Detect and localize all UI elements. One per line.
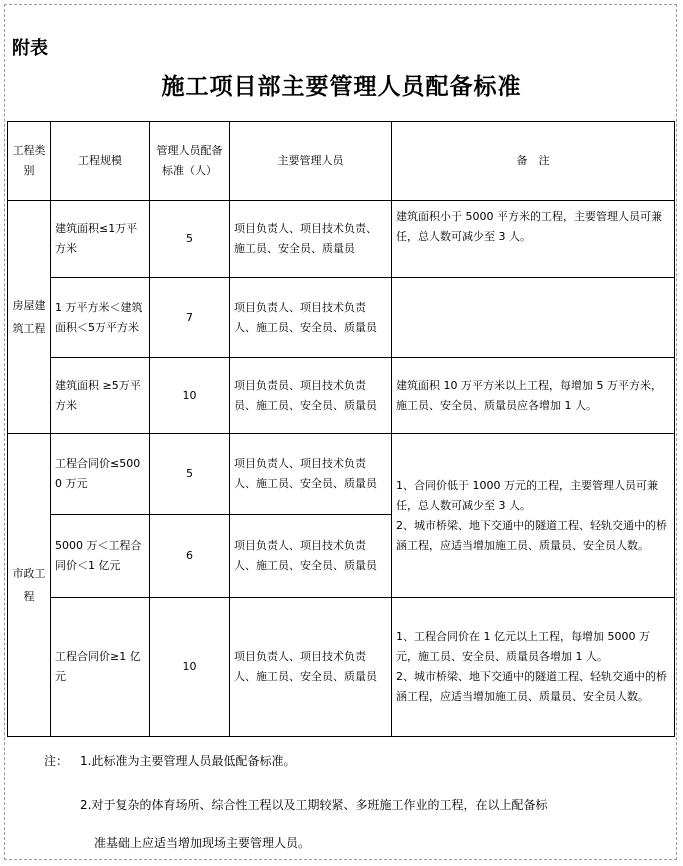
personnel-cell: 项目负责员、项目技术负责员、施工员、安全员、质量员 <box>230 358 392 434</box>
remarks-cell: 建筑面积 10 万平方米以上工程，每增加 5 万平方米，施工员、安全员、质量员应各增加 1 人。 <box>392 358 675 434</box>
remarks-cell: 1、合同价低于 1000 万元的工程，主要管理人员可兼任，总人数可减少至 3 人。 2、城市桥梁、地下交通中的隧道工程、轻轨交通中的桥涵工程，应适当增加施工员、质量员、安全员人数。 <box>392 434 675 598</box>
remarks-cell: 1、工程合同价在 1 亿元以上工程，每增加 5000 万元，施工员、安全员、质量员各增加 1 人。 2、城市桥梁、地下交通中的隧道工程、轻轨交通中的桥涵工程，应适当增加施工员、质量员、安全员人数。 <box>392 598 675 737</box>
scale-cell: 工程合同价≤5000 万元 <box>51 434 150 515</box>
count-cell: 10 <box>150 358 230 434</box>
count-cell: 6 <box>150 515 230 598</box>
note-item: 准基础上应适当增加现场主要管理人员。 <box>94 836 311 850</box>
scale-cell: 1 万平方米＜建筑面积＜5万平方米 <box>51 278 150 358</box>
header-count: 管理人员配备标准（人） <box>150 122 230 201</box>
header-personnel: 主要管理人员 <box>230 122 392 201</box>
staffing-standard-table <box>7 121 675 737</box>
document-title: 施工项目部主要管理人员配备标准 <box>161 73 522 100</box>
personnel-cell: 项目负责人、项目技术负责、施工员、安全员、质量员 <box>230 201 392 278</box>
table-row <box>8 201 675 278</box>
scale-cell: 建筑面积≤1万平方米 <box>51 201 150 278</box>
personnel-cell: 项目负责人、项目技术负责人、施工员、安全员、质量员 <box>230 598 392 737</box>
category-municipal: 市政工程 <box>8 434 51 737</box>
table-row <box>8 434 675 515</box>
scale-cell: 工程合同价≥1 亿元 <box>51 598 150 737</box>
header-category: 工程类别 <box>8 122 51 201</box>
count-cell: 7 <box>150 278 230 358</box>
scale-cell: 5000 万＜工程合同价＜1 亿元 <box>51 515 150 598</box>
notes-label: 注： <box>44 754 69 768</box>
appendix-label: 附表 <box>12 38 48 59</box>
category-building: 房屋建筑工程 <box>8 201 51 434</box>
table-header-row <box>8 122 675 201</box>
table-row <box>8 278 675 358</box>
note-item: 2.对于复杂的体育场所、综合性工程以及工期较紧、多班施工作业的工程，在以上配备标 <box>80 798 548 812</box>
scale-cell: 建筑面积 ≥5万平方米 <box>51 358 150 434</box>
table-row <box>8 358 675 434</box>
personnel-cell: 项目负责人、项目技术负责人、施工员、安全员、质量员 <box>230 515 392 598</box>
table-row <box>8 598 675 737</box>
header-scale: 工程规模 <box>51 122 150 201</box>
remarks-cell <box>392 278 675 358</box>
remarks-cell: 建筑面积小于 5000 平方米的工程，主要管理人员可兼任，总人数可减少至 3 人。 <box>392 201 675 278</box>
personnel-cell: 项目负责人、项目技术负责人、施工员、安全员、质量员 <box>230 278 392 358</box>
personnel-cell: 项目负责人、项目技术负责人、施工员、安全员、质量员 <box>230 434 392 515</box>
count-cell: 10 <box>150 598 230 737</box>
note-item: 1.此标准为主要管理人员最低配备标准。 <box>80 754 296 768</box>
count-cell: 5 <box>150 201 230 278</box>
count-cell: 5 <box>150 434 230 515</box>
header-remarks: 备 注 <box>392 122 675 201</box>
